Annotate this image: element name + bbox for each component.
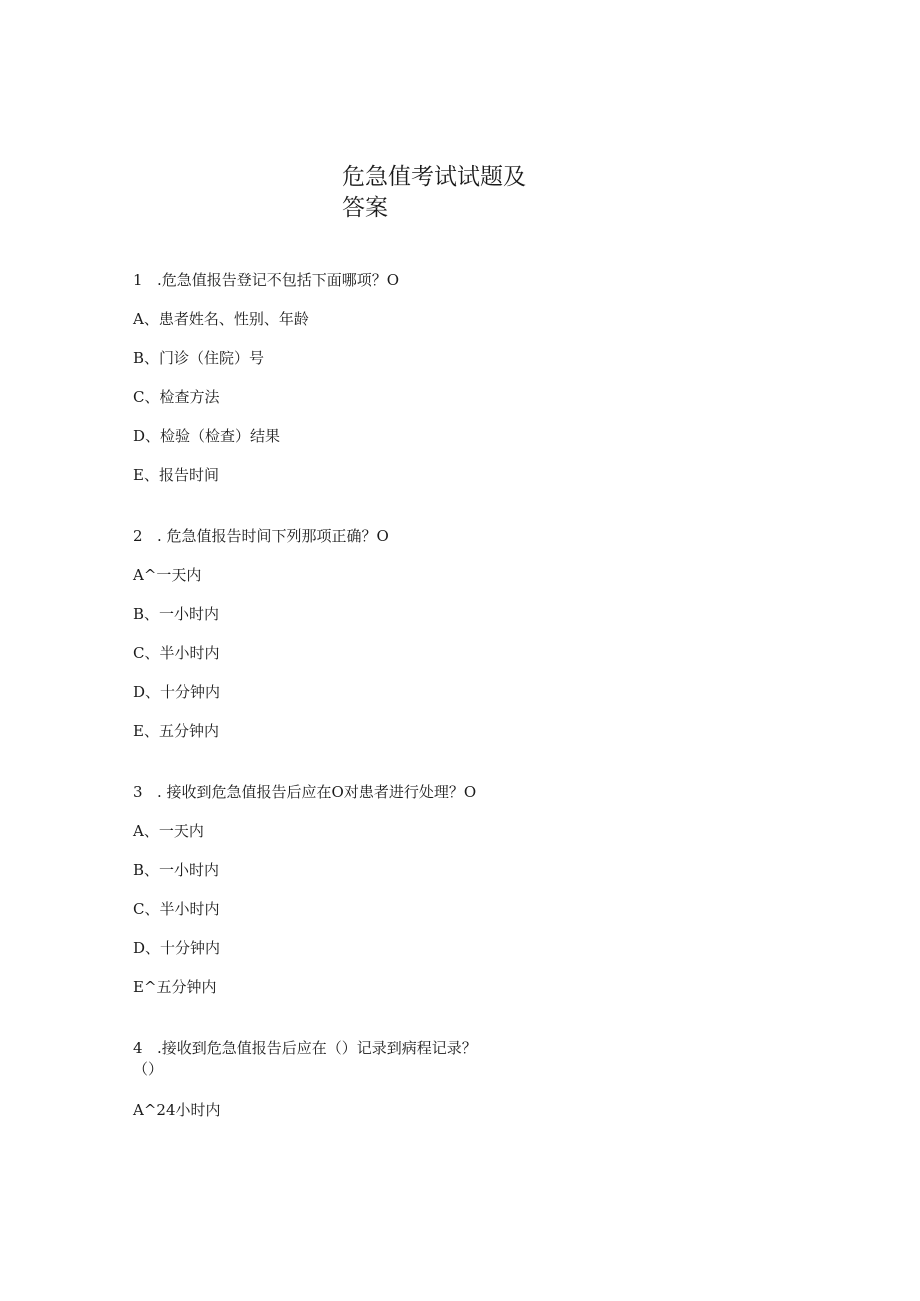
option-3c: C、半小时内: [133, 900, 220, 918]
question-text: .接收到危急值报告后应在（）记录到病程记录？: [157, 1039, 477, 1057]
option-3d: D、十分钟内: [133, 939, 221, 957]
question-number: 3: [133, 783, 143, 801]
option-1d: D、检验（检查）结果: [133, 427, 281, 445]
question-text: . 危急值报告时间下列那项正确？O: [157, 527, 389, 545]
question-2: [133, 526, 389, 546]
question-text: . 接收到危急值报告后应在O对患者进行处理？O: [157, 783, 477, 801]
document-title: [342, 162, 542, 224]
option-3b: B、一小时内: [133, 861, 220, 879]
question-number: 4: [133, 1039, 143, 1057]
question-4: [133, 1038, 477, 1058]
question-3: [133, 782, 476, 802]
option-2d: D、十分钟内: [133, 683, 221, 701]
option-2b: B、一小时内: [133, 605, 220, 623]
option-1a: A、患者姓名、性别、年龄: [133, 310, 309, 328]
question-4-continuation: （）: [133, 1060, 164, 1078]
option-2e: E、五分钟内: [133, 722, 219, 740]
option-1e: E、报告时间: [133, 466, 219, 484]
title-line-1: 危急值考试试题及: [342, 164, 526, 190]
question-number: 1: [133, 271, 143, 289]
option-2c: C、半小时内: [133, 644, 220, 662]
option-3e: E^五分钟内: [133, 978, 217, 996]
title-line-2: 答案: [342, 195, 388, 221]
option-1c: C、检查方法: [133, 388, 220, 406]
option-2a: A^一天内: [133, 566, 202, 584]
question-number: 2: [133, 527, 143, 545]
question-1: [133, 270, 399, 290]
option-3a: A、一天内: [133, 822, 204, 840]
option-1b: B、门诊（住院）号: [133, 349, 265, 367]
question-text: .危急值报告登记不包括下面哪项？O: [157, 271, 400, 289]
option-4a: A^24小时内: [133, 1101, 221, 1119]
